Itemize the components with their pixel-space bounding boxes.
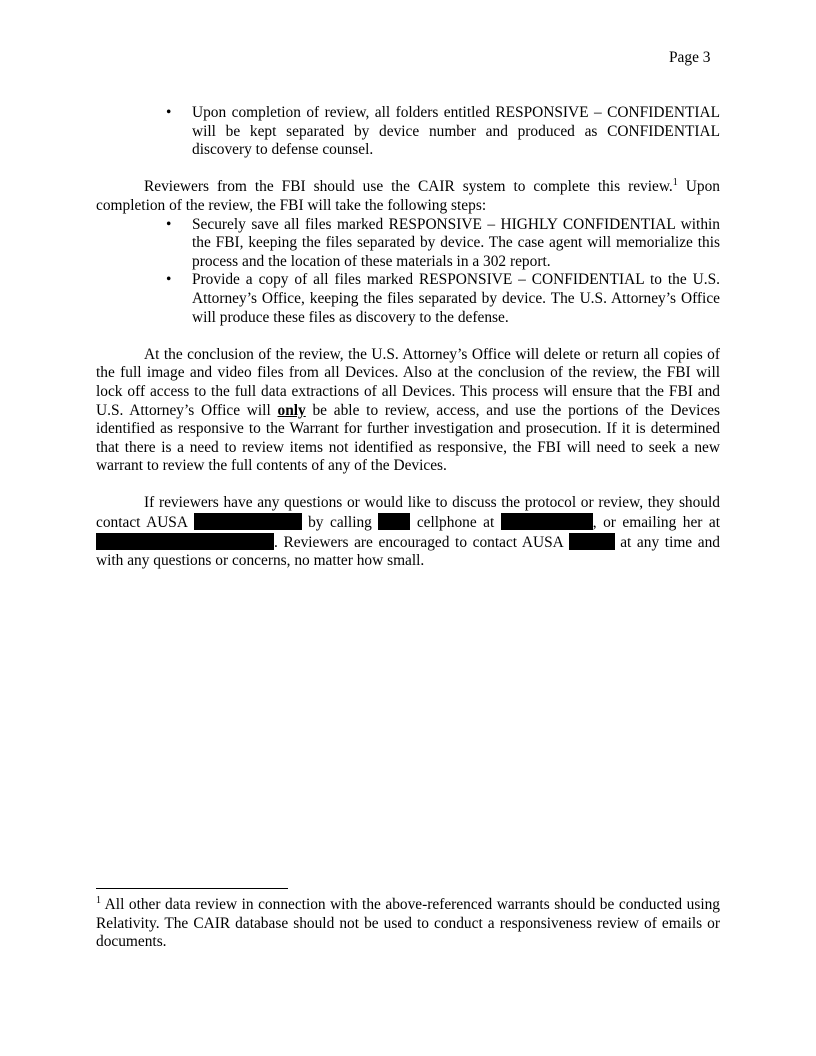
emphasis-only: only bbox=[277, 401, 306, 419]
footnote-divider bbox=[96, 888, 288, 889]
redaction-block bbox=[378, 513, 410, 530]
bullet-icon: • bbox=[166, 104, 172, 121]
completion-bullet-list bbox=[96, 104, 720, 160]
contact-paragraph: If reviewers have any questions or would like to discuss the protocol or review, they should contact AUSA by calling cellphone at , or emailing her at . Reviewers are encouraged to contact AUSA at any time and with any questions or concerns, no matter how small. bbox=[96, 494, 720, 570]
redaction-block bbox=[96, 533, 274, 550]
redaction-block bbox=[569, 533, 615, 550]
conclusion-paragraph: At the conclusion of the review, the U.S. Attorney’s Office will delete or return all copies of the full image and video files from all Devices. Also at the conclusion of the review, the FBI will lock off access to the full data extractions of all Devices. This process will ensure that the FBI and U.S. Attorney’s Office will only be able to review, access, and use the portions of the Devices identified as responsive to the Warrant for further investigation and prosecution. If it is determined that there is a need to review items not identified as responsive, the FBI will need to seek a new warrant to review the full contents of any of the Devices. bbox=[96, 345, 720, 475]
page-number: Page 3 bbox=[669, 49, 711, 66]
bullet-icon: • bbox=[166, 271, 172, 289]
redaction-block bbox=[501, 513, 593, 530]
footnote-marker: 1 bbox=[96, 895, 101, 906]
fbi-steps-list bbox=[96, 216, 720, 328]
footnote-reference[interactable]: 1 bbox=[672, 177, 678, 189]
list-item: • Securely save all files marked RESPONSIVE – HIGHLY CONFIDENTIAL within the FBI, keeping the files separated by device. The case agent will memorialize this process and the location of these materials in a 302 report. bbox=[166, 215, 720, 270]
bullet-icon: • bbox=[166, 215, 172, 233]
footnote: $^1$ All other data review in connection with the above-referenced warrants should be conducted using Relativity. The CAIR database should not be used to conduct a responsiveness review of emails or documents. bbox=[96, 895, 720, 951]
document-body bbox=[96, 104, 720, 571]
list-item: • Provide a copy of all files marked RESPONSIVE – CONFIDENTIAL to the U.S. Attorney’s Office, keeping the files separated by device. The U.S. Attorney’s Office will produce these files as discovery to the defense. bbox=[166, 271, 720, 326]
review-system-paragraph: Reviewers from the FBI should use the CAIR system to complete this review.$^1$ Upon completion of the review, the FBI will take the following steps: bbox=[96, 177, 720, 214]
redaction-block bbox=[194, 513, 302, 530]
list-item: • Upon completion of review, all folders entitled RESPONSIVE – CONFIDENTIAL will be kept separated by device number and produced as CONFIDENTIAL discovery to defense counsel. bbox=[166, 104, 720, 159]
